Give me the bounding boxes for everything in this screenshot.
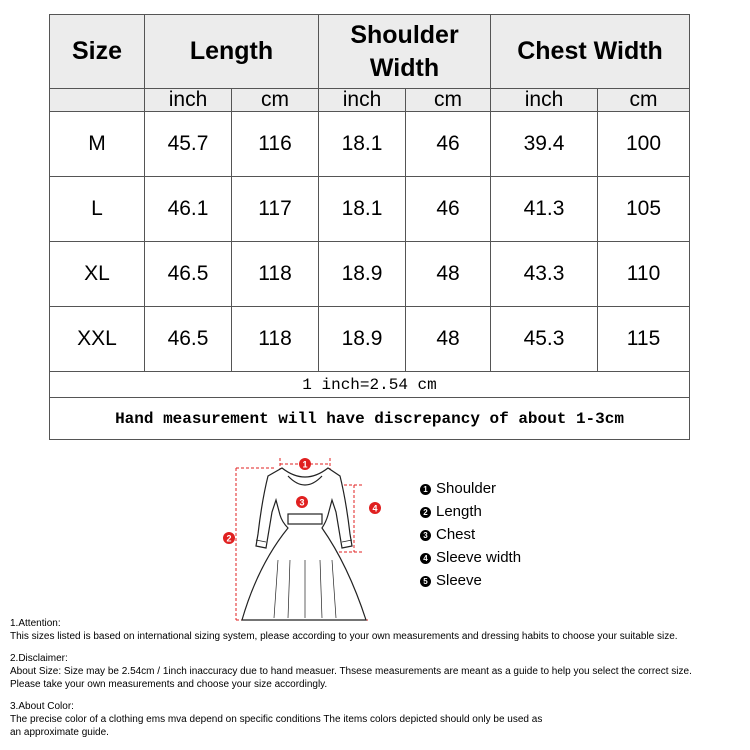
svg-text:3: 3 (299, 497, 305, 508)
value-cell: 116 (232, 112, 319, 177)
color-title: 3.About Color: (10, 701, 74, 712)
value-cell: 117 (232, 177, 319, 242)
legend-item-sleeve (420, 572, 521, 595)
discrepancy-note: Hand measurement will have discrepancy of about 1-3cm (50, 398, 690, 440)
unit-cell: inch (145, 89, 232, 112)
size-cell: XL (50, 242, 145, 307)
table-row (50, 112, 690, 177)
unit-cell: cm (406, 89, 491, 112)
marker-1 (299, 458, 311, 470)
size-cell: M (50, 112, 145, 177)
marker-2 (223, 532, 235, 544)
value-cell: 118 (232, 307, 319, 372)
conversion-note: 1 inch=2.54 cm (50, 372, 690, 398)
value-cell: 46.5 (145, 242, 232, 307)
chest-width-header: Chest Width (491, 15, 690, 89)
unit-cell: cm (598, 89, 690, 112)
value-cell: 110 (598, 242, 690, 307)
svg-text:4: 4 (372, 503, 378, 514)
legend-label: Length (436, 503, 482, 520)
value-cell: 118 (232, 242, 319, 307)
legend-label: Chest (436, 526, 476, 543)
svg-text:1: 1 (302, 459, 308, 470)
size-cell: L (50, 177, 145, 242)
disclaimer-text: Please take your own measurements and choose your size accordingly. (10, 679, 328, 690)
notes-section (10, 617, 750, 739)
value-cell: 46.5 (145, 307, 232, 372)
unit-cell: inch (319, 89, 406, 112)
legend-label: Shoulder (436, 480, 497, 497)
legend-number-icon: 2 (420, 507, 431, 518)
value-cell: 45.7 (145, 112, 232, 177)
value-cell: 41.3 (491, 177, 598, 242)
value-cell: 18.1 (319, 112, 406, 177)
value-cell: 45.3 (491, 307, 598, 372)
header-row (50, 15, 690, 89)
value-cell: 43.3 (491, 242, 598, 307)
marker-3 (296, 496, 308, 508)
size-chart-table (49, 14, 690, 440)
disclaimer-title: 2.Disclaimer: (10, 653, 68, 664)
value-cell: 39.4 (491, 112, 598, 177)
discrepancy-row (50, 398, 690, 440)
color-text: an approximate guide. (10, 727, 109, 738)
color-text: The precise color of a clothing ems mva depend on specific conditions The items colors depicted should only be used as (10, 714, 543, 725)
legend-number-icon: 1 (420, 484, 431, 495)
table-row (50, 242, 690, 307)
legend-number-icon: 4 (420, 553, 431, 564)
shoulder-header-line2: Width (369, 53, 440, 82)
value-cell: 48 (406, 242, 491, 307)
legend-item-length (420, 503, 521, 526)
unit-empty-cell (50, 89, 145, 112)
table-row (50, 177, 690, 242)
legend-label: Sleeve (436, 572, 482, 589)
legend-number-icon: 5 (420, 576, 431, 587)
unit-cell: inch (491, 89, 598, 112)
shoulder-width-header (319, 15, 491, 89)
marker-4 (369, 502, 381, 514)
value-cell: 48 (406, 307, 491, 372)
value-cell: 46 (406, 177, 491, 242)
size-cell: XXL (50, 307, 145, 372)
length-header: Length (145, 15, 319, 89)
disclaimer-text: About Size: Size may be 2.54cm / 1inch inaccuracy due to hand measuer. Thsese measurements are meant as a guide to help you select the correct size. (10, 666, 692, 677)
attention-title: 1.Attention: (10, 618, 61, 629)
table-row (50, 307, 690, 372)
value-cell: 18.9 (319, 307, 406, 372)
value-cell: 100 (598, 112, 690, 177)
legend-label: Sleeve width (436, 549, 522, 566)
dress-outline (242, 468, 366, 620)
legend-number-icon: 3 (420, 530, 431, 541)
value-cell: 115 (598, 307, 690, 372)
dress-measurement-diagram (218, 450, 390, 628)
value-cell: 46.1 (145, 177, 232, 242)
legend-item-sleeve-width (420, 549, 521, 572)
value-cell: 105 (598, 177, 690, 242)
unit-row (50, 89, 690, 112)
value-cell: 18.9 (319, 242, 406, 307)
attention-text: This sizes listed is based on international sizing system, please according to your own measurements and dressing habits to choose your suitable size. (10, 631, 678, 642)
value-cell: 46 (406, 112, 491, 177)
conversion-row (50, 372, 690, 398)
value-cell: 18.1 (319, 177, 406, 242)
unit-cell: cm (232, 89, 319, 112)
measurement-legend (420, 480, 521, 595)
svg-text:2: 2 (226, 533, 232, 544)
shoulder-header-line1: Shoulder (350, 20, 459, 49)
size-header: Size (50, 15, 145, 89)
legend-item-shoulder (420, 480, 521, 503)
legend-item-chest (420, 526, 521, 549)
